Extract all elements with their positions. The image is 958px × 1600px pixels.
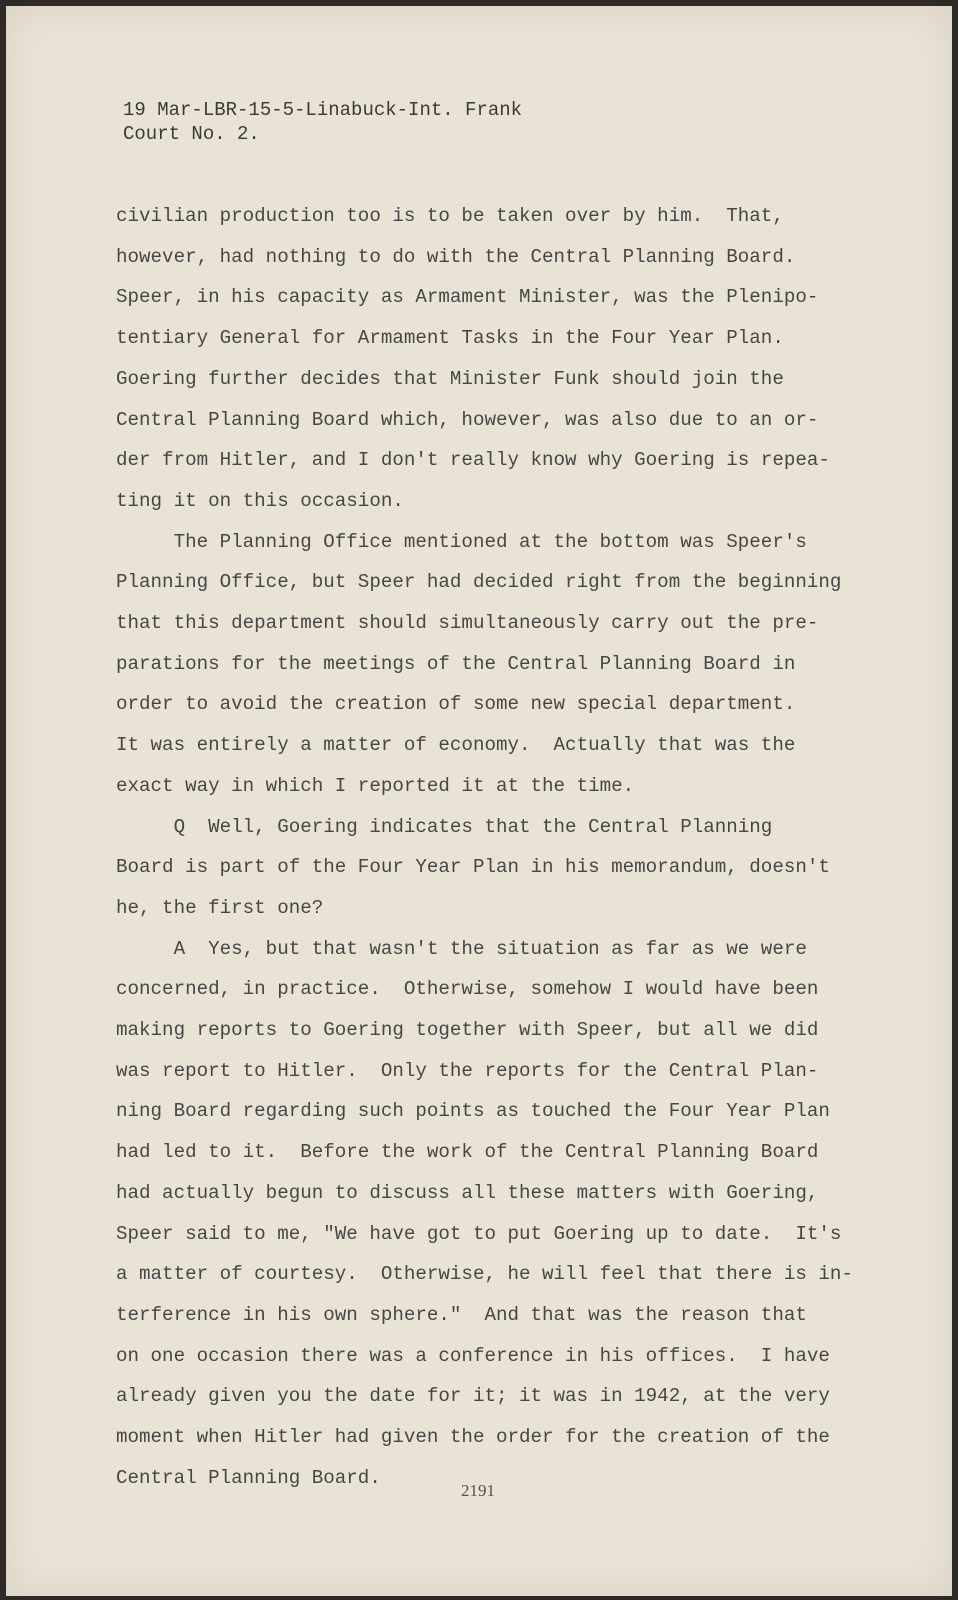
document-header bbox=[123, 98, 522, 146]
text-line: exact way in which I reported it at the time. bbox=[116, 774, 635, 797]
text-line: on one occasion there was a conference in his offices. I have bbox=[116, 1344, 830, 1367]
text-line: Planning Office, but Speer had decided right from the beginning bbox=[116, 571, 842, 594]
text-line: had actually begun to discuss all these matters with Goering, bbox=[116, 1181, 819, 1204]
text-line: already given you the date for it; it was in 1942, at the very bbox=[116, 1385, 830, 1408]
text-line: ting it on this occasion. bbox=[116, 489, 404, 512]
text-line: moment when Hitler had given the order for the creation of the bbox=[116, 1426, 830, 1449]
text-line: The Planning Office mentioned at the bottom was Speer's bbox=[116, 530, 807, 553]
text-line: parations for the meetings of the Central Planning Board in bbox=[116, 652, 796, 675]
text-line: was report to Hitler. Only the reports for the Central Plan- bbox=[116, 1059, 819, 1082]
text-line: Speer said to me, "We have got to put Goering up to date. It's bbox=[116, 1222, 842, 1245]
text-line: Central Planning Board. bbox=[116, 1466, 381, 1489]
text-line: however, had nothing to do with the Central Planning Board. bbox=[116, 245, 796, 268]
text-line: a matter of courtesy. Otherwise, he will feel that there is in- bbox=[116, 1263, 853, 1286]
text-line: Goering further decides that Minister Funk should join the bbox=[116, 367, 784, 390]
text-line: that this department should simultaneously carry out the pre- bbox=[116, 612, 819, 635]
text-line: Board is part of the Four Year Plan in his memorandum, doesn't bbox=[116, 856, 830, 879]
text-line: order to avoid the creation of some new special department. bbox=[116, 693, 796, 716]
text-line: concerned, in practice. Otherwise, somehow I would have been bbox=[116, 978, 819, 1001]
text-line: he, the first one? bbox=[116, 896, 324, 919]
text-line: making reports to Goering together with Speer, but all we did bbox=[116, 1019, 819, 1042]
text-line: Q Well, Goering indicates that the Central Planning bbox=[116, 815, 773, 838]
text-line: terference in his own sphere." And that was the reason that bbox=[116, 1303, 807, 1326]
text-line: Central Planning Board which, however, was also due to an or- bbox=[116, 408, 819, 431]
text-line: had led to it. Before the work of the Central Planning Board bbox=[116, 1141, 819, 1164]
text-line: ning Board regarding such points as touched the Four Year Plan bbox=[116, 1100, 830, 1123]
text-line: Speer, in his capacity as Armament Minister, was the Plenipo- bbox=[116, 286, 819, 309]
text-line: der from Hitler, and I don't really know why Goering is repea- bbox=[116, 449, 830, 472]
page-number: 2191 bbox=[461, 1481, 495, 1500]
document-page bbox=[6, 6, 952, 1596]
text-line: It was entirely a matter of economy. Actually that was the bbox=[116, 734, 796, 757]
header-line: 19 Mar-LBR-15-5-Linabuck-Int. Frank bbox=[123, 99, 523, 121]
text-line: tentiary General for Armament Tasks in the Four Year Plan. bbox=[116, 327, 784, 350]
header-line: Court No. 2. bbox=[123, 123, 260, 145]
transcript-body bbox=[116, 196, 916, 1499]
text-line: A Yes, but that wasn't the situation as far as we were bbox=[116, 937, 807, 960]
text-line: civilian production too is to be taken over by him. That, bbox=[116, 205, 784, 227]
